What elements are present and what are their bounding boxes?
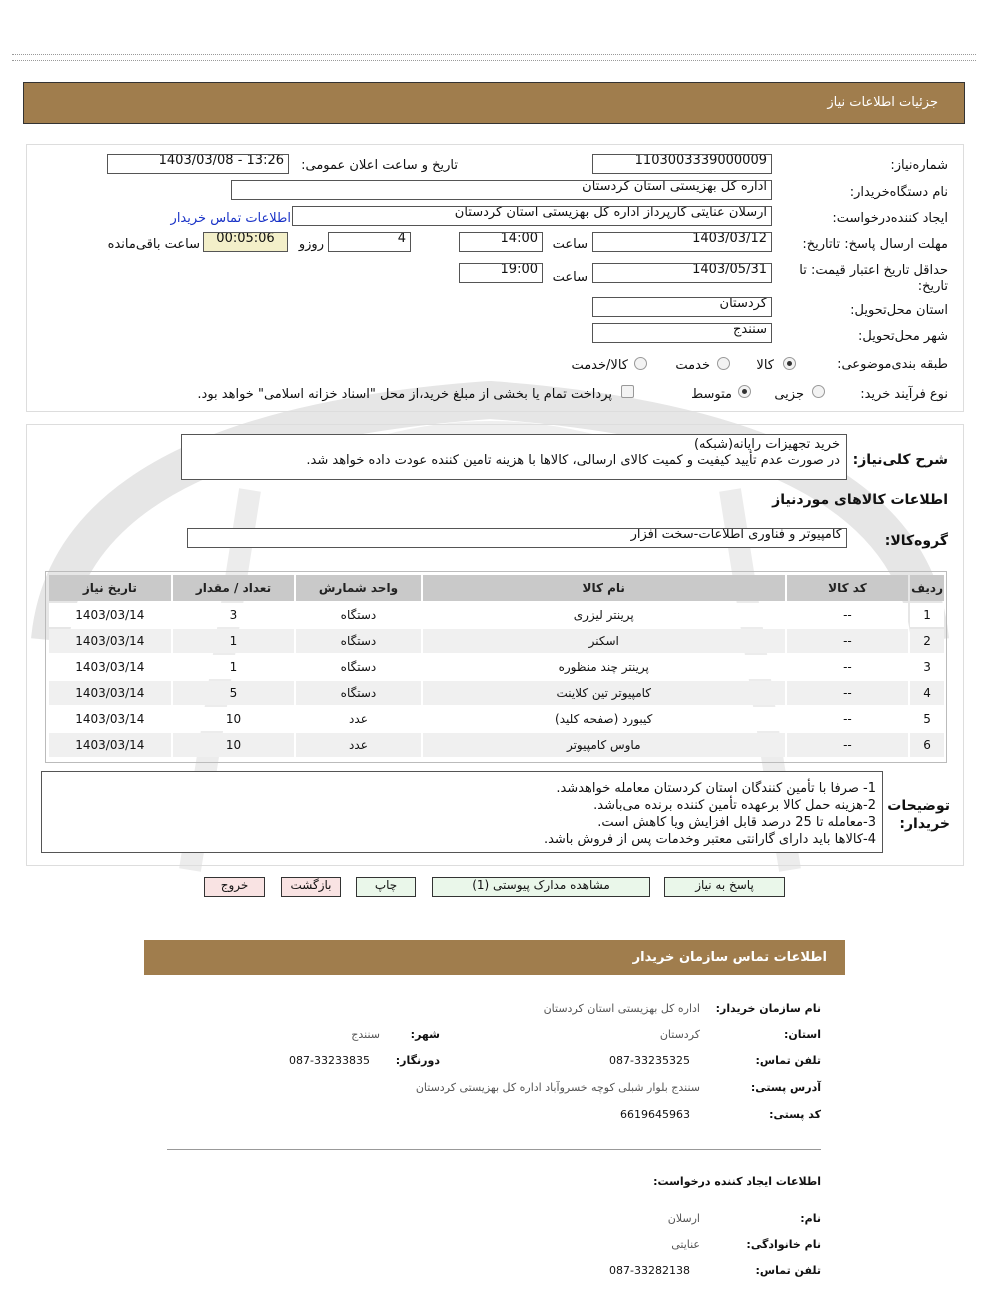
creator-phone-label: تلفن تماس: bbox=[755, 1264, 821, 1277]
cell-name: کیبورد (صفحه کلید) bbox=[423, 707, 785, 731]
table-row bbox=[49, 629, 944, 653]
process-option-medium: متوسط bbox=[691, 387, 732, 402]
col-header-date: تاریخ نیاز bbox=[49, 575, 171, 601]
contact-city-value: سنندج bbox=[351, 1028, 380, 1041]
table-row bbox=[49, 655, 944, 679]
back-button[interactable]: بازگشت bbox=[281, 877, 341, 897]
cell-qty: 5 bbox=[173, 681, 294, 705]
creator-field: ارسلان عنایتی کارپرداز اداره کل بهزیستی استان کردستان bbox=[292, 206, 772, 226]
contact-province-label: استان: bbox=[784, 1028, 821, 1041]
need-number-field: 1103003339000009 bbox=[592, 154, 772, 174]
page-title: جزئیات اطلاعات نیاز bbox=[827, 95, 938, 110]
process-label: نوع فرآیند خرید: bbox=[860, 387, 948, 402]
category-radio-service[interactable] bbox=[717, 357, 730, 370]
deadline-time-field: 14:00 bbox=[459, 232, 543, 252]
creator-label: ایجاد کننده‌درخواست: bbox=[832, 211, 948, 226]
creator-info-title: اطلاعات ایجاد کننده درخواست: bbox=[653, 1175, 821, 1188]
cell-unit: دستگاه bbox=[296, 681, 421, 705]
cell-row: 5 bbox=[910, 707, 944, 731]
cell-code: -- bbox=[787, 629, 908, 653]
category-radio-goods[interactable] bbox=[783, 357, 796, 370]
page-header bbox=[23, 82, 965, 124]
deadline-time-label: ساعت bbox=[552, 237, 588, 252]
contact-province-value: کردستان bbox=[659, 1028, 700, 1041]
process-option-minor: جزیی bbox=[774, 387, 804, 402]
cell-code: -- bbox=[787, 707, 908, 731]
city-label: شهر محل‌تحویل: bbox=[858, 329, 948, 344]
cell-row: 2 bbox=[910, 629, 944, 653]
contact-header bbox=[144, 940, 845, 975]
cell-date: 1403/03/14 bbox=[49, 733, 171, 757]
notes-field bbox=[41, 771, 883, 853]
group-label: گروه‌کالا: bbox=[884, 533, 948, 549]
cell-unit: دستگاه bbox=[296, 629, 421, 653]
summary-label: شرح کلی‌نیاز: bbox=[852, 452, 948, 468]
treasury-checkbox[interactable] bbox=[621, 385, 634, 398]
cell-code: -- bbox=[787, 681, 908, 705]
contact-phone-label: تلفن تماس: bbox=[755, 1054, 821, 1067]
contact-city-label: شهر: bbox=[410, 1028, 440, 1041]
province-label: استان محل‌تحویل: bbox=[850, 303, 948, 318]
cell-qty: 1 bbox=[173, 629, 294, 653]
remaining-label: ساعت باقی‌مانده bbox=[107, 237, 200, 252]
province-field: کردستان bbox=[592, 297, 772, 317]
group-field: کامپیوتر و فناوری اطلاعات-سخت افزار bbox=[187, 528, 847, 548]
contact-divider bbox=[167, 1149, 821, 1150]
category-option-goods: کالا bbox=[756, 358, 774, 373]
table-row bbox=[49, 681, 944, 705]
cell-date: 1403/03/14 bbox=[49, 655, 171, 679]
note-line-4: 4-کالاها باید دارای گارانتی معتبر وخدمات پس از فروش باشد. bbox=[543, 832, 876, 847]
cell-date: 1403/03/14 bbox=[49, 603, 171, 627]
buyer-label: نام دستگاه‌خریدار: bbox=[849, 185, 948, 200]
cell-name: اسکنر bbox=[423, 629, 785, 653]
org-value: اداره کل بهزیستی استان کردستان bbox=[543, 1002, 700, 1015]
process-radio-minor[interactable] bbox=[812, 385, 825, 398]
cell-name: پرینتر چند منظوره bbox=[423, 655, 785, 679]
days-label: روزو bbox=[298, 237, 324, 252]
cell-unit: عدد bbox=[296, 733, 421, 757]
validity-time-label: ساعت bbox=[552, 270, 588, 285]
table-row bbox=[49, 707, 944, 731]
cell-name: پرینتر لیزری bbox=[423, 603, 785, 627]
items-table bbox=[47, 573, 946, 759]
col-header-name: نام کالا bbox=[423, 575, 785, 601]
cell-qty: 10 bbox=[173, 707, 294, 731]
deadline-label: مهلت ارسال پاسخ: تاتاریخ: bbox=[802, 237, 948, 252]
deadline-date-field: 1403/03/12 bbox=[592, 232, 772, 252]
validity-date-field: 1403/05/31 bbox=[592, 263, 772, 283]
treasury-note: پرداخت تمام یا بخشی از مبلغ خرید،از محل "اسناد خزانه اسلامی" خواهد بود. bbox=[197, 387, 612, 402]
validity-label: حداقل تاریخ اعتبار قیمت: تا تاریخ: bbox=[799, 263, 948, 294]
postal-value: 6619645963 bbox=[620, 1108, 690, 1121]
table-row bbox=[49, 603, 944, 627]
goods-info-title: اطلاعات کالاهای مورد‌نیاز bbox=[772, 492, 948, 508]
cell-name: ماوس کامپیوتر bbox=[423, 733, 785, 757]
cell-qty: 10 bbox=[173, 733, 294, 757]
creator-family-value: عنایتی bbox=[671, 1238, 700, 1251]
note-line-2: 2-هزینه حمل کالا برعهده تأمین کننده برنده می‌باشد. bbox=[593, 798, 876, 813]
attachments-button[interactable]: مشاهده مدارک پیوستی (1) bbox=[432, 877, 650, 897]
category-option-both: کالا/خدمت bbox=[571, 358, 628, 373]
col-header-code: کد کالا bbox=[787, 575, 908, 601]
notes-label-line-2: خریدار: bbox=[899, 816, 950, 832]
announce-label: تاریخ و ساعت اعلان عمومی: bbox=[301, 158, 458, 173]
cell-date: 1403/03/14 bbox=[49, 707, 171, 731]
cell-row: 4 bbox=[910, 681, 944, 705]
col-header-row: ردیف bbox=[910, 575, 944, 601]
contact-title: اطلاعات تماس سازمان خریدار bbox=[632, 950, 827, 965]
summary-line-1: خرید تجهیزات رایانه(شبکه) bbox=[693, 437, 840, 452]
need-number-label: شماره‌نیاز: bbox=[890, 158, 948, 173]
cell-row: 6 bbox=[910, 733, 944, 757]
cell-qty: 1 bbox=[173, 655, 294, 679]
note-line-3: 3-معامله تا 25 درصد قابل افزایش ویا کاهش است. bbox=[597, 815, 876, 830]
cell-name: کامپیوتر تین کلاینت bbox=[423, 681, 785, 705]
note-line-1: 1- صرفا با تأمین کنندگان استان کردستان معامله خواهدشد. bbox=[556, 781, 876, 796]
address-label: آدرس پستی: bbox=[750, 1081, 821, 1094]
creator-family-label: نام خانوادگی: bbox=[746, 1238, 821, 1251]
creator-name-label: نام: bbox=[800, 1212, 821, 1225]
cell-unit: دستگاه bbox=[296, 655, 421, 679]
reply-button[interactable]: پاسخ به نیاز bbox=[664, 877, 785, 897]
col-header-qty: تعداد / مقدار bbox=[173, 575, 294, 601]
table-header-row bbox=[49, 575, 944, 601]
creator-phone-value: 087-33282138 bbox=[609, 1264, 690, 1277]
postal-label: کد پستی: bbox=[769, 1108, 821, 1121]
cell-date: 1403/03/14 bbox=[49, 629, 171, 653]
cell-unit: دستگاه bbox=[296, 603, 421, 627]
fax-value: 087-33233835 bbox=[289, 1054, 370, 1067]
address-value: سنندج بلوار شبلی کوچه خسروآباد اداره کل بهزیستی کردستان bbox=[415, 1081, 700, 1094]
org-label: نام سازمان خریدار: bbox=[715, 1002, 821, 1015]
city-field: سنندج bbox=[592, 323, 772, 343]
fax-label: دورنگار: bbox=[395, 1054, 440, 1067]
col-header-unit: واحد شمارش bbox=[296, 575, 421, 601]
cell-code: -- bbox=[787, 733, 908, 757]
print-button[interactable]: چاپ bbox=[356, 877, 416, 897]
notes-label-line-1: توضیحات bbox=[887, 798, 950, 814]
category-option-service: خدمت bbox=[675, 358, 710, 373]
cell-code: -- bbox=[787, 655, 908, 679]
contact-phone-value: 087-33235325 bbox=[609, 1054, 690, 1067]
validity-time-field: 19:00 bbox=[459, 263, 543, 283]
exit-button[interactable]: خروج bbox=[204, 877, 265, 897]
summary-field bbox=[181, 434, 847, 480]
cell-row: 3 bbox=[910, 655, 944, 679]
summary-line-2: در صورت عدم تأیید کیفیت و کمیت کالای ارسالی، کالاها با هزینه تامین کننده عودت داده خواهد شد. bbox=[306, 453, 840, 468]
creator-name-value: ارسلان bbox=[667, 1212, 700, 1225]
buyer-field: اداره کل بهزیستی استان کردستان bbox=[231, 180, 772, 200]
cell-qty: 3 bbox=[173, 603, 294, 627]
cell-row: 1 bbox=[910, 603, 944, 627]
top-divider bbox=[12, 54, 976, 61]
process-radio-medium[interactable] bbox=[738, 385, 751, 398]
buyer-contact-link[interactable]: اطلاعات تماس خریدار bbox=[170, 211, 291, 226]
category-label: طبقه بندی‌موضوعی: bbox=[837, 357, 948, 372]
days-field: 4 bbox=[328, 232, 411, 252]
cell-code: -- bbox=[787, 603, 908, 627]
announce-field: 1403/03/08 - 13:26 bbox=[107, 154, 289, 174]
cell-unit: عدد bbox=[296, 707, 421, 731]
cell-date: 1403/03/14 bbox=[49, 681, 171, 705]
notes-label bbox=[887, 797, 950, 833]
table-row bbox=[49, 733, 944, 757]
remaining-time-field: 00:05:06 bbox=[203, 232, 288, 252]
category-radio-both[interactable] bbox=[634, 357, 647, 370]
